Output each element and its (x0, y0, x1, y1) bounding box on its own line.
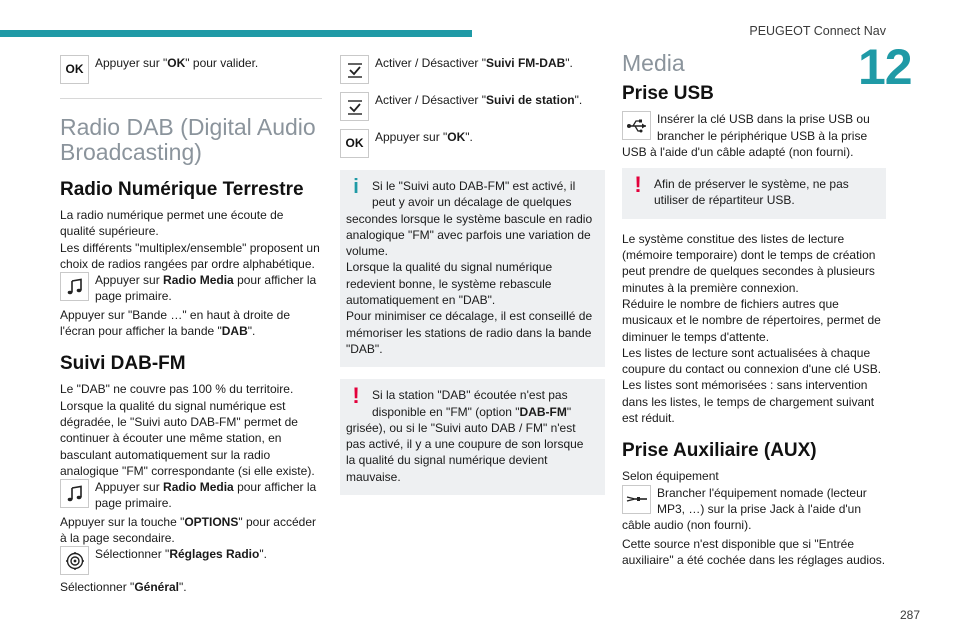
ok-button-icon: OK (60, 55, 89, 84)
warning-icon: ! (352, 383, 360, 409)
section-title-dab: Radio DAB (Digital Audio Broadcasting) (60, 114, 316, 165)
subsection-title-radio-numerique: Radio Numérique Terrestre (60, 179, 304, 200)
divider (60, 98, 322, 99)
paragraph: Selon équipement (622, 469, 719, 484)
subsection-title-usb: Prise USB (622, 83, 714, 105)
ok-step: OK Appuyer sur "OK". (340, 129, 605, 160)
paragraph: Les différents "multiplex/ensemble" proposent un choix de radios rangées par ordre alphabétique. (60, 240, 320, 271)
radio-media-step: Appuyer sur Radio Media pour afficher la page primaire. (60, 479, 322, 512)
radio-media-step: Appuyer sur Radio Media pour afficher la page primaire. (60, 272, 322, 305)
radio-settings-step: Sélectionner "Réglages Radio". (60, 546, 322, 577)
music-note-icon (60, 272, 89, 301)
toggle-suivi-station-step: Activer / Désactiver "Suivi de station". (340, 92, 605, 123)
checkbox-icon (340, 92, 369, 121)
radio-settings-icon (60, 546, 89, 575)
usb-step: Insérer la clé USB dans la prise USB ou brancher le périphérique USB à la prise USB à l'aide d'un câble adapté (non fourni). (622, 112, 870, 159)
page-number: 287 (899, 608, 920, 622)
section-title-media: Media (622, 50, 685, 76)
aux-step: Brancher l'équipement nomade (lecteur MP3, …) sur la prise Jack à l'aide d'un câble audio (non fourni). (622, 485, 867, 533)
header-title: PEUGEOT Connect Nav (749, 24, 886, 38)
paragraph: Appuyer sur la touche "OPTIONS" pour accéder à la page secondaire. (60, 514, 316, 546)
warning-icon: ! (634, 172, 642, 198)
info-icon: i (353, 176, 359, 198)
paragraph: Appuyer sur "Bande …" en haut à droite de l'écran pour afficher la bande "DAB". (60, 307, 290, 339)
warning-note: ! Afin de préserver le système, ne pas utiliser de répartiteur USB. (622, 168, 886, 219)
paragraph: Les listes de lecture sont actualisées à chaque coupure du contact ou connexion d'une clé USB. Les listes sont mémorisées : sans intervention dans les listes, le temps de chargement suivant est réduit. (622, 345, 882, 426)
paragraph: Le système constitue des listes de lecture (mémoire temporaire) dont le temps de création peut prendre de quelques secondes à plusieurs minutes à la première connexion. (622, 231, 876, 295)
column-2 (340, 55, 605, 507)
chapter-number: 12 (858, 39, 912, 95)
paragraph: Le "DAB" ne couvre pas 100 % du territoire. (60, 382, 294, 397)
paragraph: Réduire le nombre de fichiers autres que musicaux et le nombre de répertoires, permet de diminuer le temps d'attente. (622, 296, 881, 344)
paragraph: Sélectionner "Général". (60, 580, 187, 595)
paragraph: Cette source n'est disponible que si "Entrée auxiliaire" a été cochée dans les réglages audios. (622, 536, 886, 567)
info-note: i Si le "Suivi auto DAB-FM" est activé, il peut y avoir un décalage de quelques secondes lorsque le système bascule en radio analogique "FM" avec parfois une variation de volume. Lorsque la qualité du signal numérique redevient bonne, le système rebascule automatiquement en "DAB". Pour minimiser ce décalage, il est conseillé de mémoriser les stations de radio dans la bande "DAB". (340, 170, 605, 367)
column-1 (60, 55, 322, 596)
checkbox-icon (340, 55, 369, 84)
header-accent-bar (0, 30, 472, 37)
toggle-suivi-fm-dab-step: Activer / Désactiver "Suivi FM-DAB". (340, 55, 605, 86)
warning-note: ! Si la station "DAB" écoutée n'est pas disponible en "FM" (option "DAB-FM" grisée), ou si le "Suivi auto DAB / FM" n'est pas activé, il y a une coupure de son lorsque la qualité du signal numérique devient mauvaise. (340, 379, 605, 495)
subsection-title-suivi-dab-fm: Suivi DAB-FM (60, 353, 186, 375)
paragraph: La radio numérique permet une écoute de qualité supérieure. (60, 208, 284, 239)
subsection-title-aux: Prise Auxiliaire (AUX) (622, 440, 817, 462)
music-note-icon (60, 479, 89, 508)
ok-step: OK Appuyer sur "OK" pour valider. (60, 55, 322, 86)
paragraph: Lorsque la qualité du signal numérique est dégradée, le "Suivi auto DAB-FM" permet de continuer à écouter une même station, en basculant automatiquement sur la radio analogique "FM" correspondante (si elle existe). (60, 398, 315, 478)
usb-icon (622, 111, 651, 140)
jack-plug-icon (622, 485, 651, 514)
column-3 (622, 50, 886, 568)
ok-button-icon: OK (340, 129, 369, 158)
